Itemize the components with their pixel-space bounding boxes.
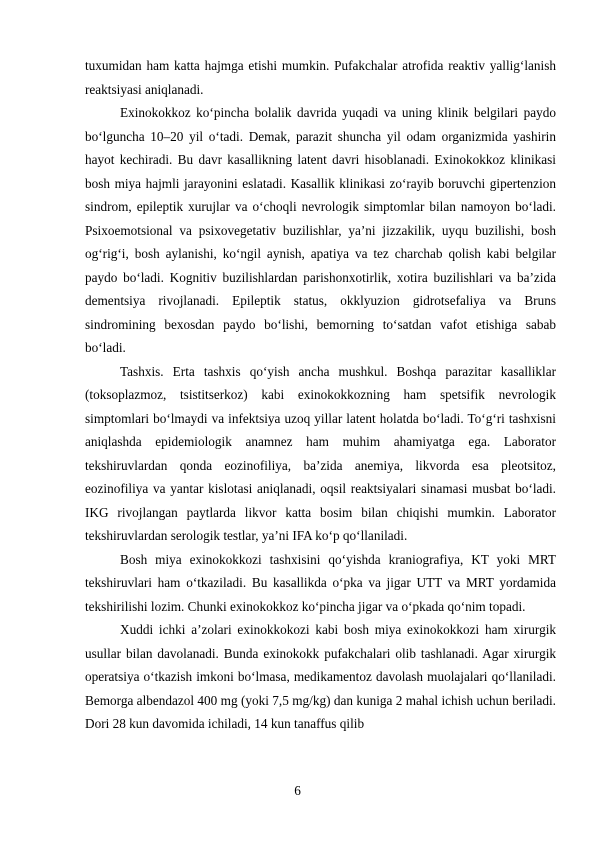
paragraph-imaging: Bosh miya exinokokkozi tashxisini qo‘yishda kraniografiya, KT yoki MRT tekshiruvlari ham o‘tkaziladi. Bu kasallikda o‘pka va jigar UTT va MRT yordamida tekshirilishi lozim. Chunki exinokokkoz ko‘pincha jigar va o‘pkada qo‘nim topadi. [85,551,556,614]
paragraph-treatment: Xuddi ichki a’zolari exinokkokozi kabi bosh miya exinokokkozi ham xirurgik usullar bilan davolanadi. Bunda exinokokk pufakchalari olib tashlanadi. Agar xirurgik operatsiya o‘tkazish imkoni bo‘lmasa, medikamentoz davolash muolajalari qo‘llaniladi. Bemorga albendazol 400 mg (yoki 7,5 mg/kg) dan kuniga 2 mahal ichish uchun beriladi. Dori 28 kun davomida ichiladi, 14 kun tanaffus qilib [85,622,556,731]
paragraph-diagnosis: Tashxis. Erta tashxis qo‘yish ancha mushkul. Boshqa parazitar kasalliklar (toksoplazmoz, tsistitserkoz) kabi exinokokkozning ham spetsifik nevrologik simptomlari bo‘lmaydi va infektsiya uzoq yillar latent holatda bo‘ladi. To‘g‘ri tashxisni aniqlashda epidemiologik anamnez ham muhim ahamiyatga ega. Laborator tekshiruvlardan qonda eozinofiliya, ba’zida anemiya, likvorda esa pleotsitoz, eozinofiliya va yantar kislotasi aniqlanadi, oqsil reaktsiyalari sinamasi musbat bo‘ladi. IKG rivojlangan paytlarda likvor katta bosim bilan chiqishi mumkin. Laborator tekshiruvlardan serologik testlar, ya’ni IFA ko‘p qo‘llaniladi. [85,363,556,543]
page-number: 6 [294,783,301,798]
paragraph-continuation: tuxumidan ham katta hajmga etishi mumkin. Pufakchalar atrofida reaktiv yallig‘lanish reaktsiyasi aniqlanadi. [85,58,556,97]
paragraph-clinical-course: Exinokokkoz ko‘pincha bolalik davrida yuqadi va uning klinik belgilari paydo bo‘lguncha 10–20 yil o‘tadi. Demak, parazit shuncha yil odam organizmida yashirin hayot kechiradi. Bu davr kasallikning latent davri hisoblanadi. Exinokokkoz klinikasi bosh miya hajmli jarayonini eslatadi. Kasallik klinikasi zo‘rayib boruvchi gipertenzion sindrom, epileptik xurujlar va o‘choqli nevrologik simptomlar bilan namoyon bo‘ladi. Psixoemotsional va psixovegetativ buzilishlar, ya’ni jizzakilik, uyqu buzilishi, bosh og‘rig‘i, bosh aylanishi, ko‘ngil aynish, apatiya va tez charchab qolish kabi belgilar paydo bo‘ladi. Kognitiv buzilishlardan parishonxotirlik, xotira buzilishlari va ba’zida dementsiya rivojlanadi. Epileptik status, okklyuzion gidrotsefaliya va Bruns sindromining bexosdan paydo bo‘lishi, bemorning to‘satdan vafot etishiga sabab bo‘ladi. [85,105,556,355]
body-text [85,54,556,736]
